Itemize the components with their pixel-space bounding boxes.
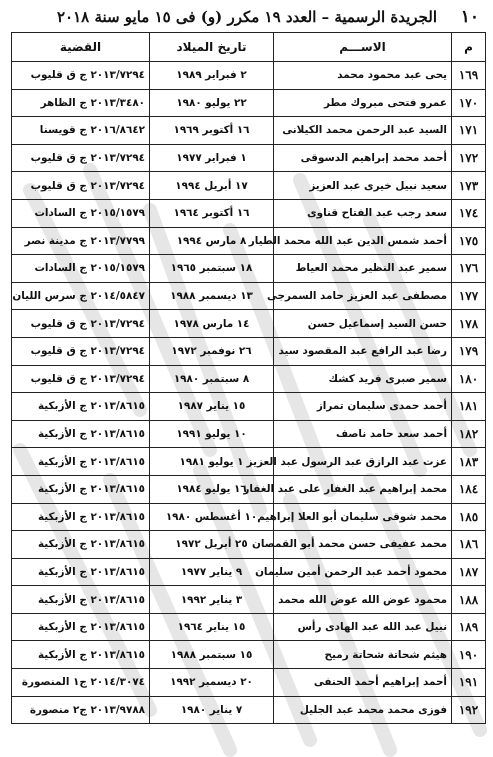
table-row — [12, 531, 486, 559]
person-name: هيثم شحاتة شحاتة رميح — [274, 641, 452, 669]
row-number: ١٧٩ — [452, 337, 486, 365]
birth-date: ١٤ مارس ١٩٧٨ — [150, 310, 274, 338]
person-name: رضا عبد الرافع عبد المقصود سيد — [274, 337, 452, 365]
row-number: ١٨٨ — [452, 586, 486, 614]
case-number: ٢٠١٣/٧٢٩٤ ج ق قليوب — [12, 310, 150, 338]
birth-date: ٩ يناير ١٩٧٧ — [150, 558, 274, 586]
birth-date: ٨ سبتمبر ١٩٨٠ — [150, 365, 274, 393]
birth-date: ٢٢ يوليو ١٩٨٠ — [150, 89, 274, 117]
row-number: ١٨٠ — [452, 365, 486, 393]
table-row — [12, 475, 486, 503]
table-row — [12, 558, 486, 586]
table-row — [12, 227, 486, 255]
table-row — [12, 172, 486, 200]
row-number: ١٧٠ — [452, 89, 486, 117]
table-row — [12, 199, 486, 227]
person-name: محمد إبراهيم عبد الغفار على عبد الغفار — [274, 475, 452, 503]
case-number: ٢٠١٣/٧٢٩٤ ج ق قليوب — [12, 172, 150, 200]
person-name: عزت عبد الرازق عبد الرسول عبد العزيز — [274, 448, 452, 476]
table-row — [12, 613, 486, 641]
person-name: مصطفى عبد العزيز حامد السمرجى — [274, 282, 452, 310]
row-number: ١٧٨ — [452, 310, 486, 338]
person-name: أحمد محمد إبراهيم الدسوقى — [274, 144, 452, 172]
birth-date: ١٦ يوليو ١٩٨٤ — [150, 475, 274, 503]
row-number: ١٦٩ — [452, 62, 486, 90]
birth-date: ١٨ سبتمبر ١٩٦٥ — [150, 255, 274, 283]
table-row — [12, 448, 486, 476]
birth-date: ٧ يناير ١٩٨٠ — [150, 696, 274, 724]
birth-date: ١ فبراير ١٩٧٧ — [150, 144, 274, 172]
row-number: ١٧٦ — [452, 255, 486, 283]
row-number: ١٨٩ — [452, 613, 486, 641]
case-number: ٢٠١٣/٨٦١٥ ج الأزبكية — [12, 420, 150, 448]
col-header-name: الاســـم — [274, 33, 452, 62]
birth-date: ١٥ يناير ١٩٦٤ — [150, 613, 274, 641]
person-name: سعيد نبيل خيرى عبد العزيز — [274, 172, 452, 200]
page-number: ١٠ — [460, 7, 479, 27]
birth-date: ٢٥ أبريل ١٩٧٢ — [150, 531, 274, 559]
col-header-number: م — [452, 33, 486, 62]
birth-date: ١ يوليو ١٩٨١ — [150, 448, 274, 476]
birth-date: ١٥ يناير ١٩٨٧ — [150, 393, 274, 421]
row-number: ١٩٢ — [452, 696, 486, 724]
case-number: ٢٠١٣/٨٦١٥ ج الأزبكية — [12, 475, 150, 503]
birth-date: ١٦ أكتوبر ١٩٦٩ — [150, 117, 274, 145]
birth-date: ١٧ أبريل ١٩٩٤ — [150, 172, 274, 200]
case-number: ٢٠١٣/٧٢٩٤ ج ق قليوب — [12, 62, 150, 90]
case-number: ٢٠١٣/٧٧٩٩ ج مدينة نصر — [12, 227, 150, 255]
row-number: ١٨٣ — [452, 448, 486, 476]
case-number: ٢٠١٣/٧٢٩٤ ج ق قليوب — [12, 337, 150, 365]
table-row — [12, 62, 486, 90]
row-number: ١٨٤ — [452, 475, 486, 503]
table-row — [12, 89, 486, 117]
table-row — [12, 144, 486, 172]
person-name: محمد عفيفى حسن محمد أبو القمصان — [274, 531, 452, 559]
person-name: سعد رجب عبد الفتاح قناوى — [274, 199, 452, 227]
birth-date: ١٣ ديسمبر ١٩٨٨ — [150, 282, 274, 310]
row-number: ١٧٣ — [452, 172, 486, 200]
table-row — [12, 393, 486, 421]
col-header-case: القضية — [12, 33, 150, 62]
person-name: أحمد سعد حامد ناصف — [274, 420, 452, 448]
person-name: فوزى محمد محمد عبد الجليل — [274, 696, 452, 724]
row-number: ١٧٤ — [452, 199, 486, 227]
person-name: عمرو فتحى مبروك مطر — [274, 89, 452, 117]
table-row — [12, 503, 486, 531]
row-number: ١٨٢ — [452, 420, 486, 448]
person-name: محمود عوض الله عوض الله محمد — [274, 586, 452, 614]
row-number: ١٨٦ — [452, 531, 486, 559]
birth-date: ٢٠ ديسمبر ١٩٩٢ — [150, 669, 274, 697]
row-number: ١٩٠ — [452, 641, 486, 669]
table-row — [12, 420, 486, 448]
case-number: ٢٠١٣/٨٦١٥ ج الأزبكية — [12, 531, 150, 559]
birth-date: ٢ فبراير ١٩٨٩ — [150, 62, 274, 90]
row-number: ١٧٧ — [452, 282, 486, 310]
person-name: سمير صبرى فريد كشك — [274, 365, 452, 393]
case-number: ٢٠١٣/٨٦١٥ ج الأزبكية — [12, 393, 150, 421]
case-number: ٢٠١٤/٥٨٤٧ ج سرس الليان — [12, 282, 150, 310]
case-number: ٢٠١٣/٣٤٨٠ ج الظاهر — [12, 89, 150, 117]
person-name: نبيل عبد الله عبد الهادى رأس — [274, 613, 452, 641]
table-row — [12, 337, 486, 365]
row-number: ١٩١ — [452, 669, 486, 697]
birth-date: ٨ مارس ١٩٩٤ — [150, 227, 274, 255]
case-number: ٢٠١٣/٨٦١٥ ج الأزبكية — [12, 641, 150, 669]
table-row — [12, 586, 486, 614]
page-header — [14, 4, 479, 30]
case-number: ٢٠١٤/٣٠٧٤ ج١ المنصورة — [12, 669, 150, 697]
case-number: ٢٠١٣/٨٦١٥ ج الأزبكية — [12, 558, 150, 586]
person-name: أحمد إبراهيم أحمد الحنفى — [274, 669, 452, 697]
person-name: أحمد حمدى سليمان تمراز — [274, 393, 452, 421]
table-row — [12, 641, 486, 669]
person-name: السيد عبد الرحمن محمد الكيلانى — [274, 117, 452, 145]
person-name: محمود أحمد عبد الرحمن أمين سليمان — [274, 558, 452, 586]
row-number: ١٧٥ — [452, 227, 486, 255]
row-number: ١٧٢ — [452, 144, 486, 172]
birth-date: ٢٦ نوفمبر ١٩٧٢ — [150, 337, 274, 365]
case-number: ٢٠١٣/٨٦١٥ ج الأزبكية — [12, 503, 150, 531]
table-row — [12, 117, 486, 145]
table-row — [12, 696, 486, 724]
birth-date: ٣ يناير ١٩٩٢ — [150, 586, 274, 614]
person-name: أحمد شمس الدين عبد الله محمد الطيار — [274, 227, 452, 255]
case-number: ٢٠١٣/٧٢٩٤ ج ق قليوب — [12, 144, 150, 172]
case-number: ٢٠١٣/٨٦١٥ ج الأزبكية — [12, 586, 150, 614]
table-row — [12, 310, 486, 338]
table-row — [12, 255, 486, 283]
birth-date: ١٦ أكتوبر ١٩٦٤ — [150, 199, 274, 227]
birth-date: ١٥ سبتمبر ١٩٨٨ — [150, 641, 274, 669]
case-number: ٢٠١٦/٨٦٤٢ ج قويسنا — [12, 117, 150, 145]
table-row — [12, 669, 486, 697]
case-number: ٢٠١٣/٨٦١٥ ج الأزبكية — [12, 613, 150, 641]
birth-date: ١٠ يوليو ١٩٩١ — [150, 420, 274, 448]
table-header-row — [12, 33, 486, 62]
row-number: ١٨٧ — [452, 558, 486, 586]
person-name: يحى عبد محمود محمد — [274, 62, 452, 90]
table-row — [12, 282, 486, 310]
case-number: ٢٠١٥/١٥٧٩ ج السادات — [12, 199, 150, 227]
birth-date: ١٠ أغسطس ١٩٨٠ — [150, 503, 274, 531]
row-number: ١٨٥ — [452, 503, 486, 531]
row-number: ١٧١ — [452, 117, 486, 145]
gazette-title: الجريدة الرسمية – العدد ١٩ مكرر (و) فى ١٥ مايو سنة ٢٠١٨ — [56, 8, 437, 26]
person-name: حسن السيد إسماعيل حسن — [274, 310, 452, 338]
case-number: ٢٠١٣/٨٦١٥ ج الأزبكية — [12, 448, 150, 476]
col-header-birthdate: تاريخ الميلاد — [150, 33, 274, 62]
person-name: محمد شوقى سليمان أبو العلا إبراهيم — [274, 503, 452, 531]
case-number: ٢٠١٣/٧٢٩٤ ج ق قليوب — [12, 365, 150, 393]
case-number: ٢٠١٥/١٥٧٩ ج السادات — [12, 255, 150, 283]
table-row — [12, 365, 486, 393]
case-number: ٢٠١٣/٩٧٨٨ ج٢ منصورة — [12, 696, 150, 724]
person-name: سمير عبد النظير محمد العياط — [274, 255, 452, 283]
names-table — [11, 32, 486, 724]
row-number: ١٨١ — [452, 393, 486, 421]
